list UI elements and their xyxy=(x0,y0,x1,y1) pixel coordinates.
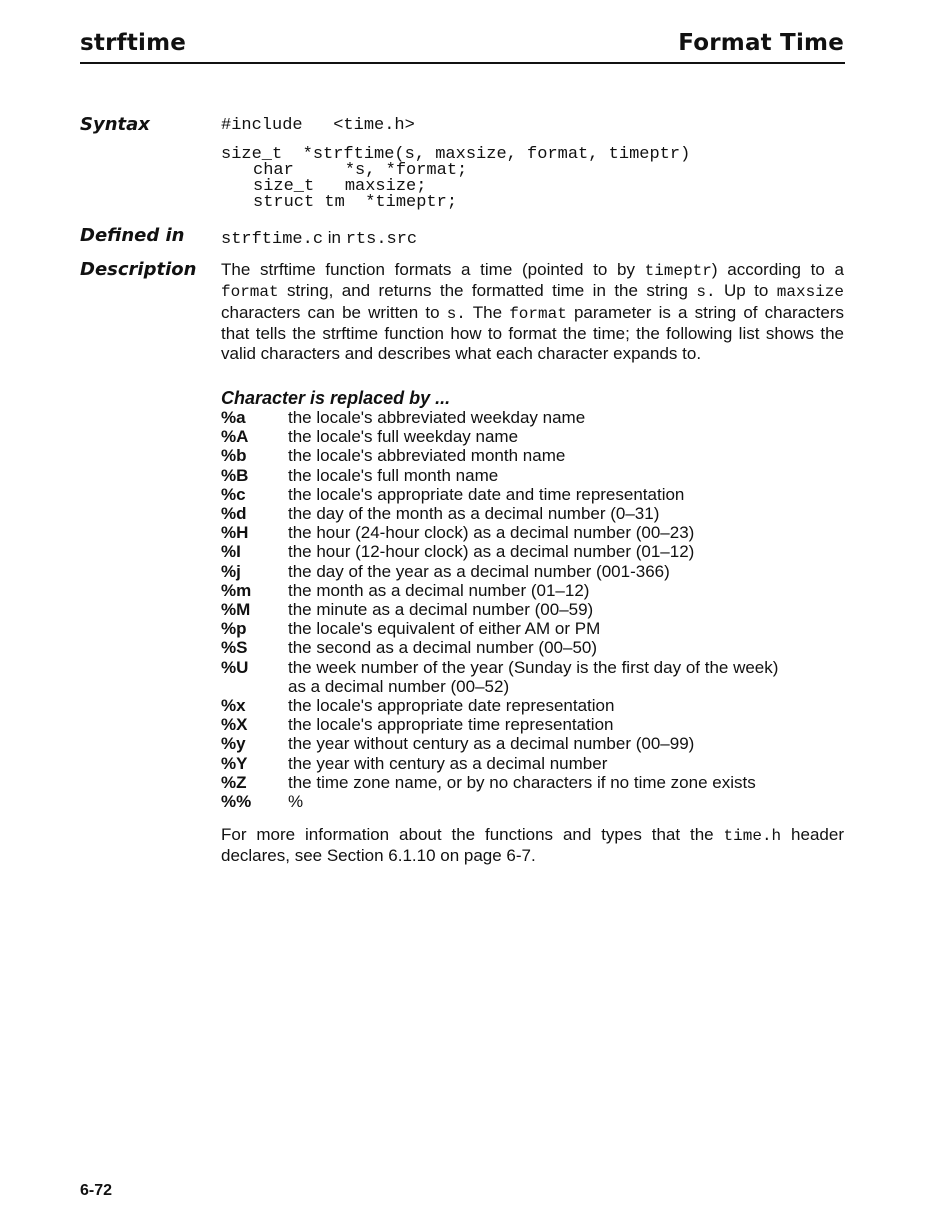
defined-in-archive: rts.src xyxy=(345,230,418,249)
format-row xyxy=(221,715,851,734)
format-code: %S xyxy=(221,638,248,658)
format-desc: % xyxy=(288,792,304,812)
format-desc: the week number of the year (Sunday is the first day of the week) xyxy=(288,657,779,677)
syntax-signature: size_t *strftime(s, maxsize, format, timeptr) xyxy=(221,145,691,164)
description-text: The xyxy=(465,302,510,322)
syntax-param-line: size_t maxsize; xyxy=(253,177,427,196)
format-code: %B xyxy=(221,465,249,485)
format-desc: the day of the month as a decimal number (0–31) xyxy=(288,504,660,524)
format-desc: the locale's full month name xyxy=(288,465,499,485)
format-code: %A xyxy=(221,427,249,447)
description-code: s. xyxy=(696,283,716,302)
format-row xyxy=(221,773,851,792)
page-title: strftime xyxy=(80,30,187,56)
format-desc: the locale's appropriate time representation xyxy=(288,715,614,735)
more-info-paragraph xyxy=(221,825,844,866)
format-code: %b xyxy=(221,446,247,466)
format-code: %Y xyxy=(221,753,248,773)
description-code: format xyxy=(509,304,567,323)
format-desc: the year without century as a decimal number (00–99) xyxy=(288,734,695,754)
syntax-param-line: struct tm *timeptr; xyxy=(253,193,458,212)
format-row xyxy=(221,600,851,619)
description-text: The strftime function formats a time (pointed to by xyxy=(221,260,645,279)
syntax-param-line: char *s, *format; xyxy=(253,161,468,180)
format-code xyxy=(221,677,288,696)
section-title: Format Time xyxy=(678,30,844,56)
format-row xyxy=(221,581,851,600)
format-code: %M xyxy=(221,600,251,620)
format-desc: the day of the year as a decimal number (001-366) xyxy=(288,561,670,581)
format-row xyxy=(221,427,851,446)
defined-in-label: Defined in xyxy=(80,225,185,246)
format-desc: the locale's abbreviated month name xyxy=(288,446,566,466)
format-row xyxy=(221,658,851,677)
format-code: %m xyxy=(221,580,252,600)
format-desc: the locale's appropriate date representation xyxy=(288,696,615,716)
format-row xyxy=(221,466,851,485)
format-code: %X xyxy=(221,715,248,735)
description-code: maxsize xyxy=(776,283,844,302)
defined-in-value xyxy=(221,230,417,248)
defined-in-connector: in xyxy=(323,228,346,247)
format-row xyxy=(221,542,851,561)
format-desc: the locale's appropriate date and time representation xyxy=(288,484,685,504)
format-row xyxy=(221,638,851,657)
description-code: s. xyxy=(446,304,466,323)
format-desc: the time zone name, or by no characters if no time zone exists xyxy=(288,772,756,792)
format-desc: the minute as a decimal number (00–59) xyxy=(288,600,594,620)
format-row xyxy=(221,734,851,753)
description-code: format xyxy=(221,283,279,302)
format-code: %U xyxy=(221,657,249,677)
format-desc: the second as a decimal number (00–50) xyxy=(288,638,598,658)
format-row xyxy=(221,562,851,581)
format-row xyxy=(221,446,851,465)
format-desc: the locale's full weekday name xyxy=(288,427,519,447)
syntax-include: #include <time.h> xyxy=(221,116,415,135)
format-code: %H xyxy=(221,523,249,543)
format-code: %a xyxy=(221,408,246,427)
page-number: 6-72 xyxy=(80,1182,113,1199)
format-row xyxy=(221,408,851,427)
format-desc: the month as a decimal number (01–12) xyxy=(288,580,590,600)
format-row xyxy=(221,523,851,542)
description-code: timeptr xyxy=(644,262,712,280)
format-code: %Z xyxy=(221,772,247,792)
format-code: %y xyxy=(221,734,246,754)
format-row xyxy=(221,696,851,715)
format-row-continuation xyxy=(221,677,851,696)
format-code: %j xyxy=(221,561,241,581)
format-code: %x xyxy=(221,696,246,716)
description-text: characters can be written to xyxy=(221,302,447,322)
format-row xyxy=(221,792,851,811)
description-text: Up to xyxy=(715,281,777,301)
format-row xyxy=(221,754,851,773)
format-desc: the year with century as a decimal number xyxy=(288,753,608,773)
format-row xyxy=(221,619,851,638)
format-code: %d xyxy=(221,504,247,524)
description-text: parameter is a string of characters that tells the strftime function how to format the time; the following list shows the valid characters and describes what each character expands to. xyxy=(221,302,845,363)
format-table xyxy=(221,408,851,811)
syntax-label: Syntax xyxy=(80,114,150,135)
format-row xyxy=(221,485,851,504)
description-label: Description xyxy=(80,259,197,280)
format-row xyxy=(221,504,851,523)
header-rule xyxy=(80,62,845,64)
format-desc: as a decimal number (00–52) xyxy=(288,676,510,696)
defined-in-file: strftime.c xyxy=(221,230,324,249)
format-code: %% xyxy=(221,792,252,812)
format-code: %I xyxy=(221,542,241,562)
format-desc: the locale's abbreviated weekday name xyxy=(288,408,586,427)
format-desc: the hour (12-hour clock) as a decimal number (01–12) xyxy=(288,542,695,562)
format-desc: the hour (24-hour clock) as a decimal number (00–23) xyxy=(288,523,695,543)
description-text: ) according to a xyxy=(711,260,844,279)
format-table-header: Character is replaced by ... xyxy=(221,388,451,408)
format-code: %p xyxy=(221,619,247,639)
format-code: %c xyxy=(221,484,246,504)
description-text: string, and returns the formatted time in the string xyxy=(278,281,697,301)
description-paragraph xyxy=(221,260,844,363)
more-info-text: header declares, see Section 6.1.10 on page 6-7. xyxy=(221,825,844,866)
more-info-code: time.h xyxy=(723,827,782,845)
more-info-text: For more information about the functions and types that the xyxy=(221,825,724,844)
format-desc: the locale's equivalent of either AM or PM xyxy=(288,619,601,639)
